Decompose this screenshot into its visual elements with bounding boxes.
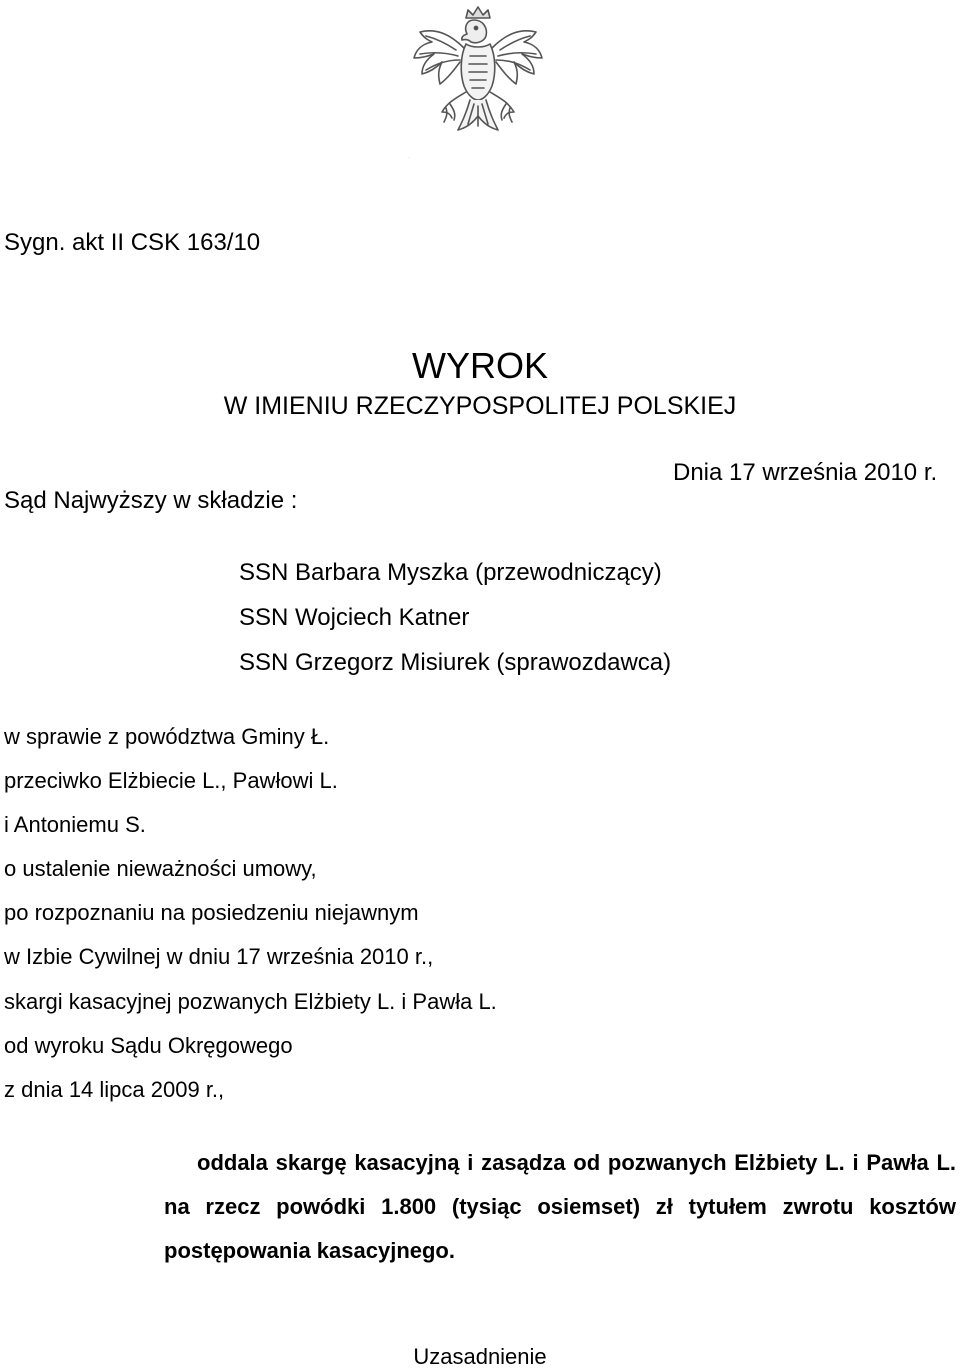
case-line: przeciwko Elżbiecie L., Pawłowi L. [4, 768, 338, 793]
judge-member: SSN Wojciech Katner [239, 604, 470, 631]
judge-presiding: SSN Barbara Myszka (przewodniczący) [239, 559, 662, 586]
case-line: w Izbie Cywilnej w dniu 17 września 2010 r., [4, 944, 434, 969]
case-line: z dnia 14 lipca 2009 r., [4, 1077, 225, 1102]
judgment-date: Dnia 17 września 2010 r. [673, 459, 938, 486]
case-line: o ustalenie nieważności umowy, [4, 856, 317, 881]
polish-eagle-emblem-icon [404, 4, 552, 160]
judge-rapporteur: SSN Grzegorz Misiurek (sprawozdawca) [239, 649, 672, 676]
case-line: skargi kasacyjnej pozwanych Elżbiety L. i Pawła L. [4, 989, 497, 1014]
case-line: w sprawie z powództwa Gminy Ł. [4, 724, 330, 749]
case-line: po rozpoznaniu na posiedzeniu niejawnym [4, 900, 419, 925]
case-line: i Antoniemu S. [4, 812, 146, 837]
court-composition-label: Sąd Najwyższy w składzie : [4, 487, 298, 514]
ruling-paragraph: oddala skargę kasacyjną i zasądza od pozwanych Elżbiety L. i Pawła L. na rzecz powódki 1.800 (tysiąc osiemset) zł tytułem zwrotu kosztów postępowania kasacyjnego. [164, 1150, 956, 1263]
case-line: od wyroku Sądu Okręgowego [4, 1033, 293, 1058]
judgment-title: WYROK [411, 345, 548, 386]
judgment-subtitle: W IMIENIU RZECZYPOSPOLITEJ POLSKIEJ [223, 392, 737, 420]
svg-text:.: . [408, 153, 410, 160]
case-signature: Sygn. akt II CSK 163/10 [4, 229, 261, 256]
justification-heading: Uzasadnienie [413, 1344, 547, 1369]
